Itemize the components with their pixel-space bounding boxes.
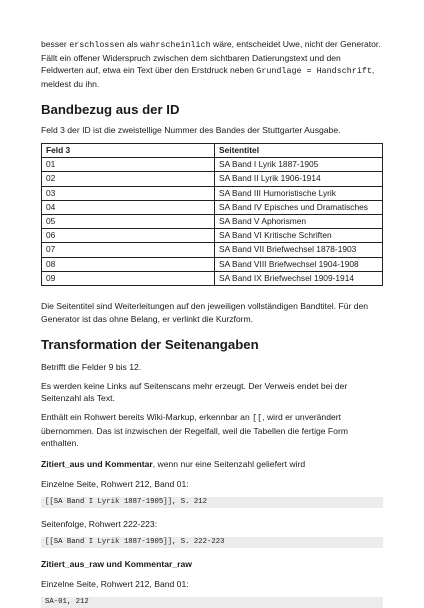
example-label: Einzelne Seite, Rohwert 212, Band 01: <box>41 579 189 590</box>
example-label: Seitenfolge, Rohwert 222-223: <box>41 518 158 529</box>
inline-code: wahrscheinlich <box>140 40 211 50</box>
section-heading-bandbezug: Bandbezug aus der ID <box>41 102 180 118</box>
redirect-note: Die Seitentitel sind Weiterleitungen auf den jeweiligen vollständigen Bandtitel. Für den Generator ist das ohne Belang, er verlinkt die Kurzform. <box>41 301 369 324</box>
intro-text: , meldest du ihn. <box>41 65 375 89</box>
table-cell: SA Band VII Briefwechsel 1878-1903 <box>215 243 383 257</box>
intro-text: besser <box>41 39 70 49</box>
table-cell: SA Band I Lyrik 1887-1905 <box>215 158 383 172</box>
intro-paragraph <box>41 38 383 90</box>
subsection-raw: Zitiert_aus_raw und Kommentar_raw <box>41 558 192 569</box>
table-cell: 03 <box>42 186 215 200</box>
table-cell: 01 <box>42 158 215 172</box>
table-cell: 09 <box>42 271 215 285</box>
fields-note: Betrifft die Felder 9 bis 12. <box>41 362 142 373</box>
table-cell: SA Band IV Episches und Dramatisches <box>215 200 383 214</box>
table-row <box>42 214 383 228</box>
table-cell: SA Band IX Briefwechsel 1909-1914 <box>215 271 383 285</box>
subsection-zitiert-aus <box>41 458 383 471</box>
feld-description: Feld 3 der ID ist die zweistellige Nummer des Bandes der Stuttgarter Ausgabe. <box>41 125 341 136</box>
table-cell: 08 <box>42 257 215 271</box>
table-row <box>42 257 383 271</box>
inline-code: [[ <box>252 412 263 423</box>
table-cell: SA Band VIII Briefwechsel 1904-1908 <box>215 257 383 271</box>
intro-text: als <box>124 39 141 49</box>
subsection-title: Zitiert_aus und Kommentar <box>41 458 153 469</box>
code-block: SA-01, 212 <box>41 597 383 608</box>
no-links-note: Es werden keine Links auf Seitenscans mehr erzeugt. Der Verweis endet bei der Seitenzahl als Text. <box>41 380 348 404</box>
code-block: [[SA Band I Lyrik 1887-1905]], S. 222-223 <box>41 537 383 548</box>
table-row <box>42 172 383 186</box>
table-cell: SA Band II Lyrik 1906-1914 <box>215 172 383 186</box>
table-row <box>42 271 383 285</box>
table-header-row <box>42 143 383 157</box>
table-cell: 06 <box>42 229 215 243</box>
table-row <box>42 158 383 172</box>
table-cell: 02 <box>42 172 215 186</box>
table-cell: SA Band III Humoristische Lyrik <box>215 186 383 200</box>
note-text: , wird er unverändert übernommen. Das ist inzwischen der Regelfall, weil die Tabellen die fertige Form enthalten. <box>41 411 348 449</box>
note-text: Enthält ein Rohwert bereits Wiki-Markup, erkennbar an <box>41 411 253 422</box>
subsection-text: , wenn nur eine Seitenzahl geliefert wird <box>152 458 306 469</box>
section-heading-transformation: Transformation der Seitenangaben <box>41 337 259 353</box>
table-cell: SA Band V Aphorismen <box>215 214 383 228</box>
table-row <box>42 186 383 200</box>
wiki-markup-note <box>41 411 383 450</box>
table-cell: 04 <box>42 200 215 214</box>
table-cell: SA Band VI Kritische Schriften <box>215 229 383 243</box>
table-cell: 07 <box>42 243 215 257</box>
table-header-cell: Feld 3 <box>42 143 215 157</box>
table-row <box>42 229 383 243</box>
example-label: Einzelne Seite, Rohwert 212, Band 01: <box>41 479 189 490</box>
table-header-cell: Seitentitel <box>215 143 383 157</box>
intro-text: wäre, entscheidet Uwe, nicht der Generator. Fällt ein offener Widerspruch zwischen dem sichtbaren Datierungstext und den Feldwerten auf, etwa ein Text über den Erstdruck neben <box>41 39 381 76</box>
band-table <box>41 143 383 286</box>
table-row <box>42 243 383 257</box>
table-cell: 05 <box>42 214 215 228</box>
code-block: [[SA Band I Lyrik 1887-1905]], S. 212 <box>41 497 383 508</box>
inline-code: erschlossen <box>69 40 125 50</box>
table-row <box>42 200 383 214</box>
inline-code: Grundlage = Handschrift <box>256 66 372 77</box>
